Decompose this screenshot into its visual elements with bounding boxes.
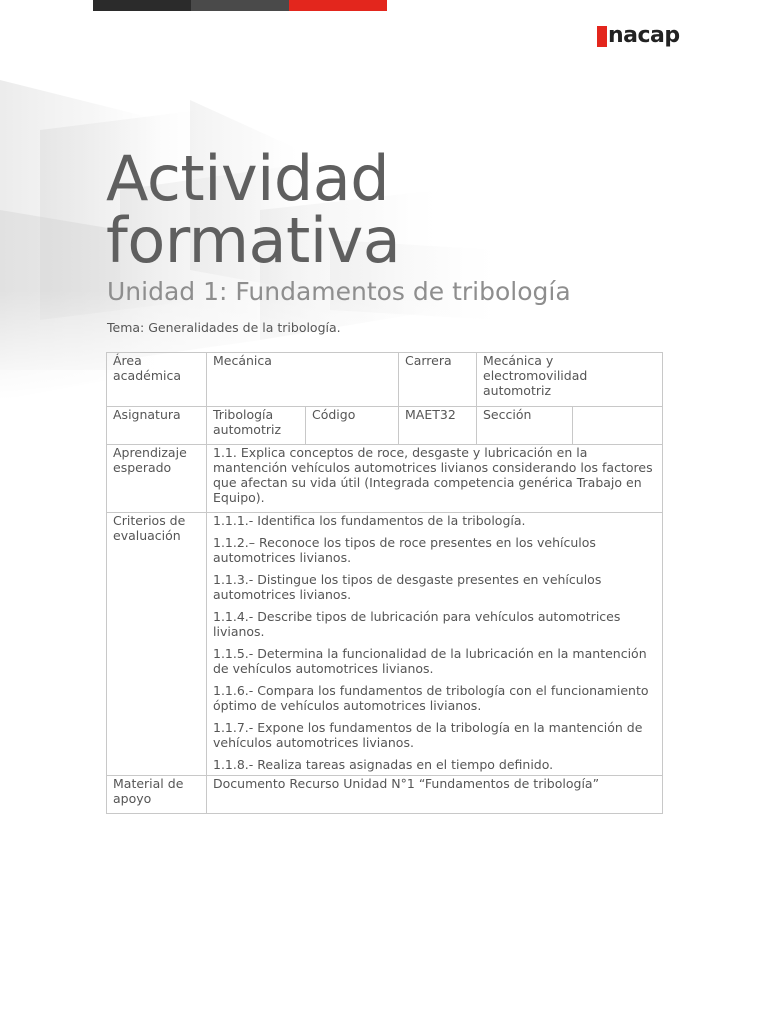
codigo-value: MAET32 <box>399 407 477 445</box>
unit-subtitle: Unidad 1: Fundamentos de tribología <box>107 277 571 306</box>
criterio-item: 1.1.1.- Identifica los fundamentos de la tribología. <box>213 513 526 528</box>
criterio-item: 1.1.4.- Describe tipos de lubricación para vehículos automotrices livianos. <box>213 609 621 639</box>
material-value: Documento Recurso Unidad N°1 “Fundamentos de tribología” <box>207 776 663 814</box>
page-title <box>106 142 401 277</box>
top-color-bar <box>93 0 387 11</box>
topic-text: Tema: Generalidades de la tribología. <box>107 320 341 335</box>
criterio-item: 1.1.7.- Expone los fundamentos de la tribología en la mantención de vehículos automotrices livianos. <box>213 720 643 750</box>
seccion-label: Sección <box>477 407 573 445</box>
criterio-item: 1.1.5.- Determina la funcionalidad de la lubricación en la mantención de vehículos automotrices livianos. <box>213 646 647 676</box>
area-label: Área académica <box>107 353 207 407</box>
table-row <box>107 407 663 445</box>
seccion-value <box>573 407 663 445</box>
codigo-label: Código <box>306 407 399 445</box>
inacap-logo-icon <box>597 26 607 47</box>
criterio-item: 1.1.8.- Realiza tareas asignadas en el tiempo definido. <box>213 757 554 772</box>
inacap-logo <box>597 25 680 47</box>
criterios-label: Criterios de evaluación <box>107 513 207 776</box>
top-bar-segment-red <box>289 0 387 11</box>
carrera-label: Carrera <box>399 353 477 407</box>
title-line-2: formativa <box>106 204 401 277</box>
material-label: Material de apoyo <box>107 776 207 814</box>
top-bar-segment-gray <box>191 0 289 11</box>
table-row <box>107 353 663 407</box>
title-line-1: Actividad <box>106 142 390 215</box>
table-row <box>107 513 663 776</box>
asignatura-label: Asignatura <box>107 407 207 445</box>
asignatura-value: Tribología automotriz <box>207 407 306 445</box>
criterio-item: 1.1.6.- Compara los fundamentos de tribología con el funcionamiento óptimo de vehículos automotrices livianos. <box>213 683 649 713</box>
criterios-list <box>207 513 663 776</box>
table-row <box>107 445 663 513</box>
top-bar-segment-dark <box>93 0 191 11</box>
criterio-item: 1.1.3.- Distingue los tipos de desgaste presentes en vehículos automotrices livianos. <box>213 572 602 602</box>
activity-info-table <box>106 352 663 814</box>
criterio-item: 1.1.2.– Reconoce los tipos de roce presentes en los vehículos automotrices livianos. <box>213 535 596 565</box>
area-value: Mecánica <box>207 353 399 407</box>
logo-text: nacap <box>608 23 680 48</box>
carrera-value: Mecánica y electromovilidad automotriz <box>477 353 663 407</box>
aprendizaje-value: 1.1. Explica conceptos de roce, desgaste y lubricación en la mantención vehículos automotrices livianos considerando los factores que afectan su vida útil (Integrada competencia genérica Trabajo en Equipo). <box>207 445 663 513</box>
aprendizaje-label: Aprendizaje esperado <box>107 445 207 513</box>
table-row <box>107 776 663 814</box>
